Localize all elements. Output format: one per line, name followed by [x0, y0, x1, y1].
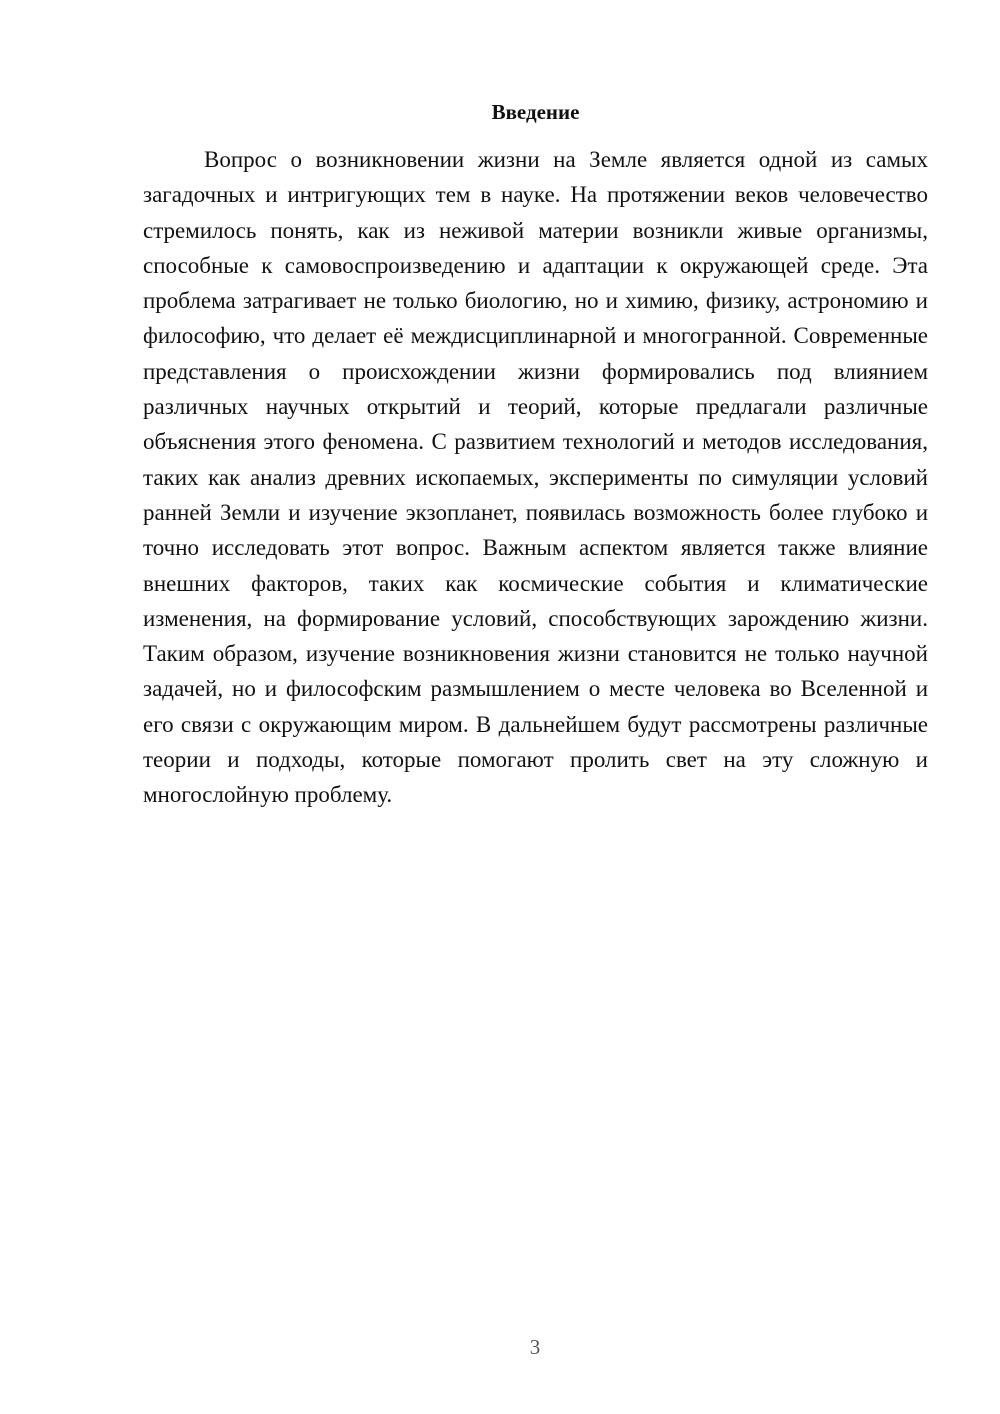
section-heading: Введение: [491, 100, 580, 124]
body-paragraph: Вопрос о возникновении жизни на Земле является одной из самых загадочных и интригующих тем в науке. На протяжении веков человечество стремилось понять, как из неживой материи возникли живые организмы, способные к самовоспроизведению и адаптации к окружающей среде. Эта проблема затрагивает не только биологию, но и химию, физику, астрономию и философию, что делает её междисциплинарной и многогранной. Современные представления о происхождении жизни формировались под влиянием различных научных открытий и теорий, которые предлагали различные объяснения этого феномена. С развитием технологий и методов исследования, таких как анализ древних ископаемых, эксперименты по симуляции условий ранней Земли и изучение экзопланет, появилась возможность более глубоко и точно исследовать этот вопрос. Важным аспектом является также влияние внешних факторов, таких как космические события и климатические изменения, на формирование условий, способствующих зарождению жизни. Таким образом, изучение возникновения жизни становится не только научной задачей, но и философским размышлением о месте человека во Вселенной и его связи с окружающим миром. В дальнейшем будут рассмотрены различные теории и подходы, которые помогают пролить свет на эту сложную и многослойную проблему.: [143, 147, 928, 808]
page-number: 3: [529, 1335, 541, 1359]
